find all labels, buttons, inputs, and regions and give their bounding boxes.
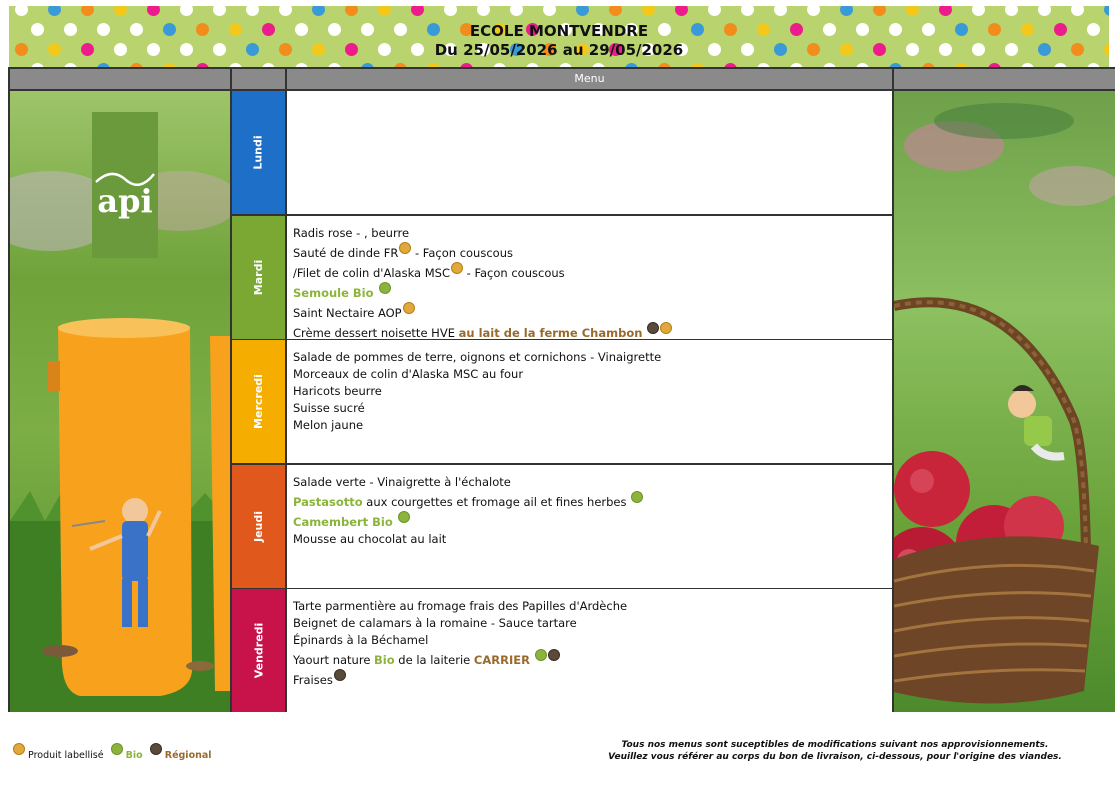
menu-text: Melon jaune	[293, 418, 364, 432]
header-cell-right	[894, 69, 1115, 89]
header-banner	[9, 6, 1109, 68]
banner-dot	[906, 6, 919, 16]
banner-dot	[708, 6, 721, 16]
menu-text: Épinards à la Béchamel	[293, 633, 429, 647]
menu-column	[287, 91, 892, 712]
banner-dot	[972, 6, 985, 16]
menu-grid	[8, 67, 1115, 712]
school-name: ECOLE MONTVENDRE	[469, 22, 649, 40]
menu-text: Saint Nectaire AOP	[293, 305, 402, 320]
menu-cell-vendredi	[287, 589, 892, 712]
banner-dot	[675, 6, 688, 16]
menu-cell-mercredi	[287, 340, 892, 463]
left-illustration	[10, 91, 230, 712]
regional-badge-icon	[548, 649, 560, 661]
banner-dot	[642, 6, 655, 16]
label-badge-icon	[399, 242, 411, 254]
day-name: Mercredi	[252, 374, 266, 429]
notice-line-2: Veuillez vous référer au corps du bon de livraison, ci-dessous, pour l'origine des viandes.	[608, 752, 1062, 762]
menu-item	[293, 322, 886, 342]
menu-text: Tarte parmentière au fromage frais des Papilles d'Ardèche	[293, 599, 628, 613]
banner-dot	[147, 6, 160, 16]
menu-item	[293, 242, 886, 262]
banner-dot	[1104, 6, 1109, 16]
logo-text: api	[97, 182, 153, 220]
menu-text: - Façon couscous	[462, 265, 565, 280]
banner-dot	[213, 6, 226, 16]
menu-text: Haricots beurre	[293, 384, 382, 398]
menu-item	[293, 632, 886, 649]
menu-text: Radis rose - , beurre	[293, 225, 410, 240]
menu-text: - Façon couscous	[411, 245, 513, 260]
menu-item	[293, 417, 886, 434]
page-title	[9, 22, 1109, 60]
apple-basket-illustration	[894, 91, 1115, 712]
menu-text: Salade de pommes de terre, oignons et cornichons - Vinaigrette	[293, 350, 662, 364]
banner-dot	[510, 6, 523, 16]
menu-text: Beignet de calamars à la romaine - Sauce tartare	[293, 616, 577, 630]
menu-text: /Filet de colin d'Alaska MSC	[293, 265, 450, 280]
bio-text: Semoule Bio	[293, 285, 378, 300]
label-badge-icon	[660, 322, 672, 334]
notice-line-1: Tous nos menus sont suceptibles de modifications suivant nos approvisionnements.	[621, 740, 1049, 750]
day-name: Jeudi	[252, 510, 265, 542]
regional-badge-icon	[334, 669, 346, 681]
day-column	[232, 91, 285, 712]
banner-dot	[609, 6, 622, 16]
day-label-vendredi	[232, 589, 285, 712]
menu-item	[293, 531, 886, 548]
banner-dot	[246, 6, 259, 16]
menu-cell-jeudi	[287, 465, 892, 588]
menu-cell-mardi	[287, 216, 892, 339]
day-label-mardi	[232, 216, 285, 339]
banner-dot	[576, 6, 589, 16]
header-cell-day	[232, 69, 285, 89]
banner-dot	[543, 6, 556, 16]
bio-badge-icon	[535, 649, 547, 661]
menu-text: Suisse sucré	[293, 401, 365, 415]
banner-dot	[15, 6, 28, 16]
banner-dot	[378, 6, 391, 16]
right-illustration	[894, 91, 1115, 712]
menu-period: Du 25/05/2026 au 29/05/2026	[434, 41, 684, 59]
label-badge-icon	[403, 302, 415, 314]
menu-text: aux courgettes et fromage ail et fines herbes	[362, 494, 631, 509]
day-name: Lundi	[251, 135, 265, 170]
banner-dot	[345, 6, 358, 16]
banner-dot	[411, 6, 424, 16]
header-cell-left	[10, 69, 230, 89]
banner-dot	[180, 6, 193, 16]
banner-dot	[279, 6, 292, 16]
bio-badge-icon	[379, 282, 391, 294]
regional-text: CARRIER	[473, 653, 530, 667]
menu-item	[293, 400, 886, 417]
day-label-mercredi	[232, 340, 285, 463]
menu-item	[293, 383, 886, 400]
menu-item	[293, 262, 886, 282]
bio-text: Bio	[374, 653, 395, 667]
menu-item	[293, 302, 886, 322]
menu-text: Salade verte - Vinaigrette à l'échalote	[293, 474, 511, 489]
label-badge-icon	[13, 743, 25, 755]
menu-text: Yaourt nature	[293, 653, 375, 667]
label-badge-icon	[451, 262, 463, 274]
banner-dot	[1005, 6, 1018, 16]
banner-dot	[114, 6, 127, 16]
menu-item	[293, 669, 886, 689]
menu-text: de la laiterie	[394, 653, 474, 667]
banner-dot	[444, 6, 457, 16]
menu-text: Mousse au chocolat au lait	[293, 531, 447, 546]
regional-badge-icon	[647, 322, 659, 334]
menu-item	[293, 225, 886, 242]
regional-text: au lait de la ferme Chambon	[458, 325, 643, 340]
menu-text: Sauté de dinde FR	[293, 245, 399, 260]
day-name: Mardi	[251, 259, 265, 295]
header-cell-menu: Menu	[287, 69, 892, 89]
banner-dot	[873, 6, 886, 16]
menu-text	[530, 653, 534, 667]
menu-item	[293, 366, 886, 383]
banner-dot	[840, 6, 853, 16]
legend	[12, 743, 215, 761]
banner-dot	[741, 6, 754, 16]
banner-dot	[477, 6, 490, 16]
bio-text: Pastasotto	[293, 494, 363, 509]
banner-dot	[807, 6, 820, 16]
legend-labelled: Produit labellisé	[28, 750, 104, 761]
menu-item	[293, 598, 886, 615]
disclaimer-notice	[600, 739, 1070, 763]
banner-dot	[1071, 6, 1084, 16]
bio-badge-icon	[631, 491, 643, 503]
banner-dot	[312, 6, 325, 16]
bio-text: Camembert Bio	[293, 514, 397, 529]
menu-text: Morceaux de colin d'Alaska MSC au four	[293, 367, 524, 381]
menu-item	[293, 511, 886, 531]
banner-dot	[1038, 6, 1051, 16]
menu-item	[293, 474, 886, 491]
menu-text: Fraises	[293, 673, 333, 687]
menu-text: Crème dessert noisette HVE	[293, 325, 459, 340]
bio-badge-icon	[111, 743, 123, 755]
day-name: Vendredi	[252, 622, 266, 679]
bio-badge-icon	[398, 511, 410, 523]
banner-dot	[939, 6, 952, 16]
menu-item	[293, 615, 886, 632]
banner-dot	[81, 6, 94, 16]
banner-dot	[774, 6, 787, 16]
menu-text	[642, 326, 646, 340]
legend-regional: Régional	[164, 750, 212, 761]
menu-item	[293, 282, 886, 302]
regional-badge-icon	[150, 743, 162, 755]
menu-item	[293, 349, 886, 366]
api-logo	[92, 112, 158, 258]
banner-dot	[48, 6, 61, 16]
menu-item	[293, 649, 886, 669]
menu-item	[293, 491, 886, 511]
legend-bio: Bio	[125, 750, 143, 761]
day-label-jeudi	[232, 465, 285, 588]
menu-cell-lundi	[287, 91, 892, 214]
day-label-lundi	[232, 91, 285, 214]
